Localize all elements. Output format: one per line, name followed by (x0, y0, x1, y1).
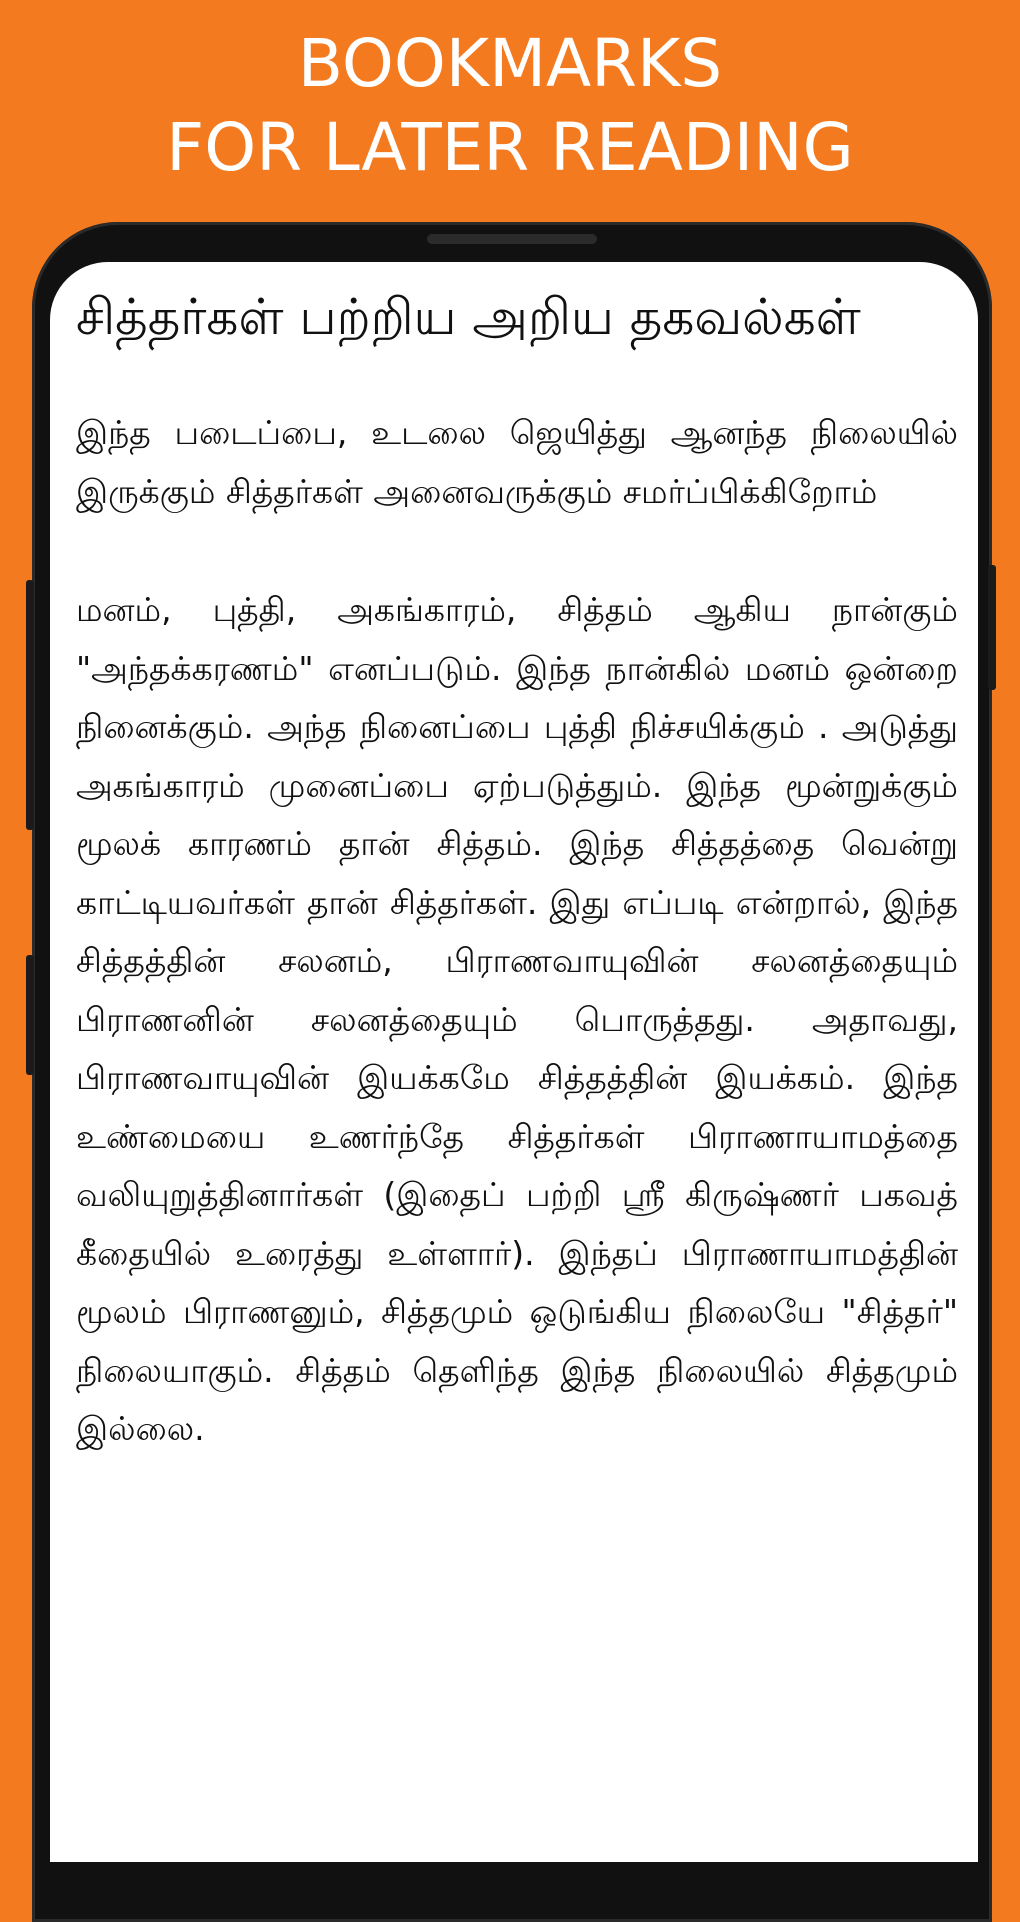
reader-screen[interactable] (50, 262, 978, 1862)
article-title: சித்தர்கள் பற்றிய அறிய தகவல்கள் (76, 288, 861, 346)
phone-side-button-left (26, 580, 34, 830)
article-content (76, 282, 958, 1459)
banner-line-1: BOOKMARKS (297, 25, 723, 102)
promo-banner (0, 22, 1020, 190)
phone-side-button-left-lower (26, 955, 34, 1075)
article-body: மனம், புத்தி, அகங்காரம், சித்தம் ஆகிய நான்கும் "அந்தக்கரணம்" எனப்படும். இந்த நான்கில் மனம் ஒன்றை நினைக்கும். அந்த நினைப்பை புத்தி நிச்சயிக்கும் . அடுத்து அகங்காரம் முனைப்பை ஏற்படுத்தும். இந்த மூன்றுக்கும் மூலக் காரணம் தான் சித்தம். இந்த சித்தத்தை வென்று காட்டியவர்கள் தான் சித்தர்கள். இது எப்படி என்றால், இந்த சித்தத்தின் சலனம், பிராணவாயுவின் சலனத்தையும் பிராணனின் சலனத்தையும் பொருத்தது. அதாவது, பிராணவாயுவின் இயக்கமே சித்தத்தின் இயக்கம். இந்த உண்மையை உணர்ந்தே சித்தர்கள் பிராணாயாமத்தை வலியுறுத்தினார்கள் (இதைப் பற்றி ஸ்ரீ கிருஷ்ணர் பகவத் கீதையில் உரைத்து உள்ளார்). இந்தப் பிராணாயாமத்தின் மூலம் பிராணனும், சித்தமும் ஒடுங்கிய நிலையே "சித்தர்" நிலையாகும். சித்தம் தெளிந்த இந்த நிலையில் சித்தமும் இல்லை. (76, 590, 958, 1448)
phone-side-button-right (988, 565, 996, 690)
banner-line-2: FOR LATER READING (166, 109, 854, 186)
phone-speaker (427, 234, 597, 244)
article-dedication: இந்த படைப்பை, உடலை ஜெயித்து ஆனந்த நிலையில் இருக்கும் சித்தர்கள் அனைவருக்கும் சமர்ப்பிக்கிறோம் (76, 413, 958, 511)
